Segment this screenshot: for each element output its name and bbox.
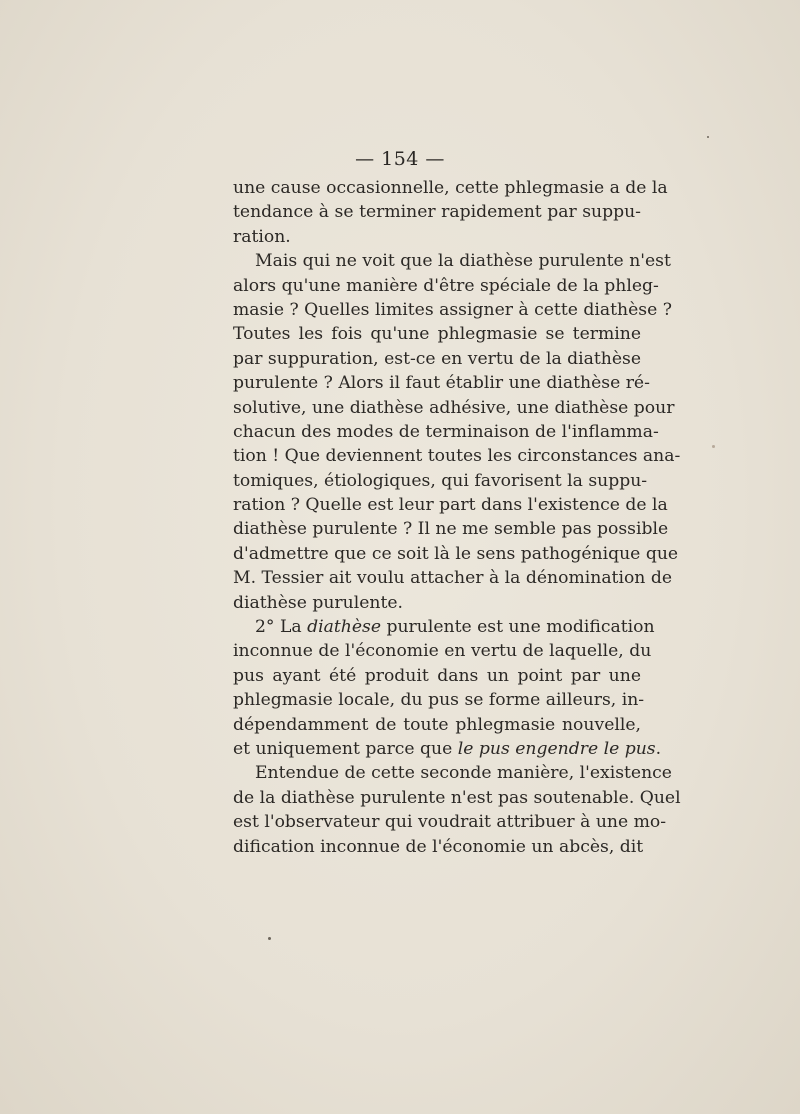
text-line: Toutes les fois qu'une phlegmasie se termine xyxy=(233,324,641,345)
text-line: dification inconnue de l'économie un abcès, dit xyxy=(233,836,644,857)
text-segment: et uniquement parce que xyxy=(233,738,458,759)
text-line xyxy=(233,615,655,639)
text-line: diathèse purulente. xyxy=(233,592,403,613)
italic-text: diathèse xyxy=(307,617,382,638)
text-line: M. Tessier ait voulu attacher à la dénomination de xyxy=(233,568,673,589)
text-line: par suppuration, est-ce en vertu de la diathèse xyxy=(233,348,642,369)
text-segment: . xyxy=(655,738,662,759)
text-line: purulente ? Alors il faut établir une diathèse ré- xyxy=(233,373,650,394)
text-line: pus ayant été produit dans un point par une xyxy=(233,665,641,686)
text-line: ration ? Quelle est leur part dans l'existence de la xyxy=(233,495,668,516)
text-line: Mais qui ne voit que la diathèse purulente n'est xyxy=(255,251,671,272)
text-line: inconnue de l'économie en vertu de laquelle, du xyxy=(233,641,652,662)
italic-text: le pus engendre le pus xyxy=(457,738,656,759)
text-line: phlegmasie locale, du pus se forme ailleurs, in- xyxy=(233,690,645,711)
text-line: alors qu'une manière d'être spéciale de la phleg- xyxy=(233,275,659,296)
text-line: une cause occasionnelle, cette phlegmasie a de la xyxy=(233,178,668,198)
text-line: d'admettre que ce soit là le sens pathogénique que xyxy=(233,543,679,564)
text-line: tomiques, étiologiques, qui favorisent la suppu- xyxy=(233,470,648,491)
text-line: Entendue de cette seconde manière, l'existence xyxy=(255,763,672,784)
body-text xyxy=(233,176,681,859)
text-line: solutive, une diathèse adhésive, une diathèse pour xyxy=(233,397,675,418)
text-line: de la diathèse purulente n'est pas soutenable. Quel xyxy=(233,787,681,808)
text-line: dépendamment de toute phlegmasie nouvelle, xyxy=(233,714,641,735)
text-line: est l'observateur qui voudrait attribuer à une mo- xyxy=(233,812,667,833)
text-line: chacun des modes de terminaison de l'inflamma- xyxy=(233,421,659,442)
text-segment: 2° La xyxy=(255,617,308,638)
text-line: tendance à se terminer rapidement par suppu- xyxy=(233,202,641,223)
text-line: ration. xyxy=(233,226,291,247)
text-line: diathèse purulente ? Il ne me semble pas possible xyxy=(233,519,669,540)
paper-speck xyxy=(268,937,271,940)
text-segment: purulente est une modification xyxy=(381,617,655,638)
text-line: masie ? Quelles limites assigner à cette diathèse ? xyxy=(233,299,672,320)
text-line xyxy=(233,737,662,761)
page-number: — 154 — xyxy=(355,148,445,170)
paper-speck xyxy=(707,136,709,138)
paper-speck xyxy=(712,445,715,448)
text-line: tion ! Que deviennent toutes les circonstances ana- xyxy=(233,446,681,467)
